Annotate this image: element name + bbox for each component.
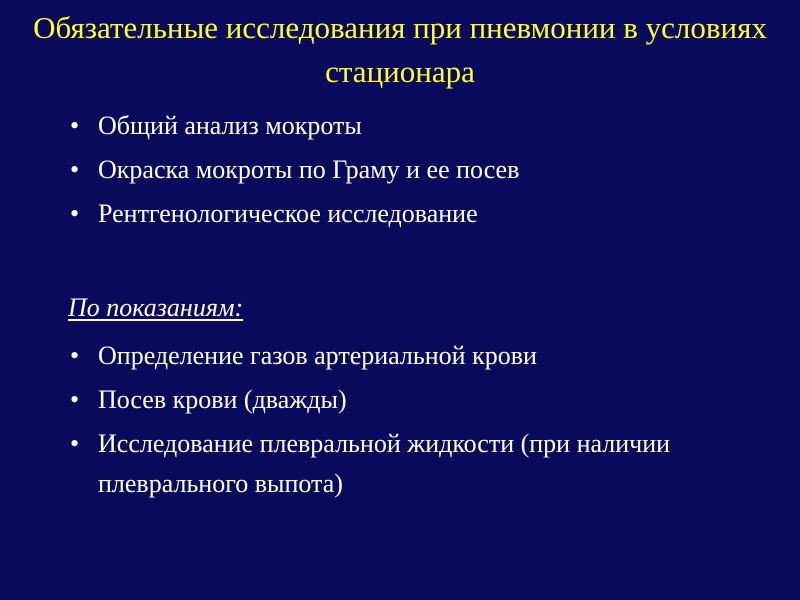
slide-title: Обязательные исследования при пневмонии в условиях стационара	[33, 10, 767, 89]
list-item-text: Рентгенологическое исследование	[98, 199, 478, 228]
bullet-icon: •	[70, 429, 80, 458]
bullet-icon: •	[70, 155, 80, 184]
list-item	[70, 148, 770, 192]
required-tests-list	[70, 104, 770, 236]
list-item	[70, 334, 770, 378]
bullet-icon: •	[70, 199, 80, 228]
list-item	[70, 422, 770, 504]
bullet-icon: •	[70, 385, 80, 414]
list-item-text: Посев крови (дважды)	[98, 385, 347, 414]
indication-tests-list	[70, 334, 770, 504]
list-item	[70, 104, 770, 148]
list-item-text: Определение газов артериальной крови	[98, 341, 537, 370]
bullet-icon: •	[70, 341, 80, 370]
list-item	[70, 378, 770, 422]
bullet-icon: •	[70, 111, 80, 140]
indications-heading: По показаниям:	[68, 293, 244, 322]
list-item-text: Исследование плевральной жидкости (при наличии плеврального выпота)	[98, 429, 671, 498]
list-item-text: Окраска мокроты по Граму и ее посев	[98, 155, 520, 184]
list-item-text: Общий анализ мокроты	[98, 111, 362, 140]
list-item	[70, 192, 770, 236]
